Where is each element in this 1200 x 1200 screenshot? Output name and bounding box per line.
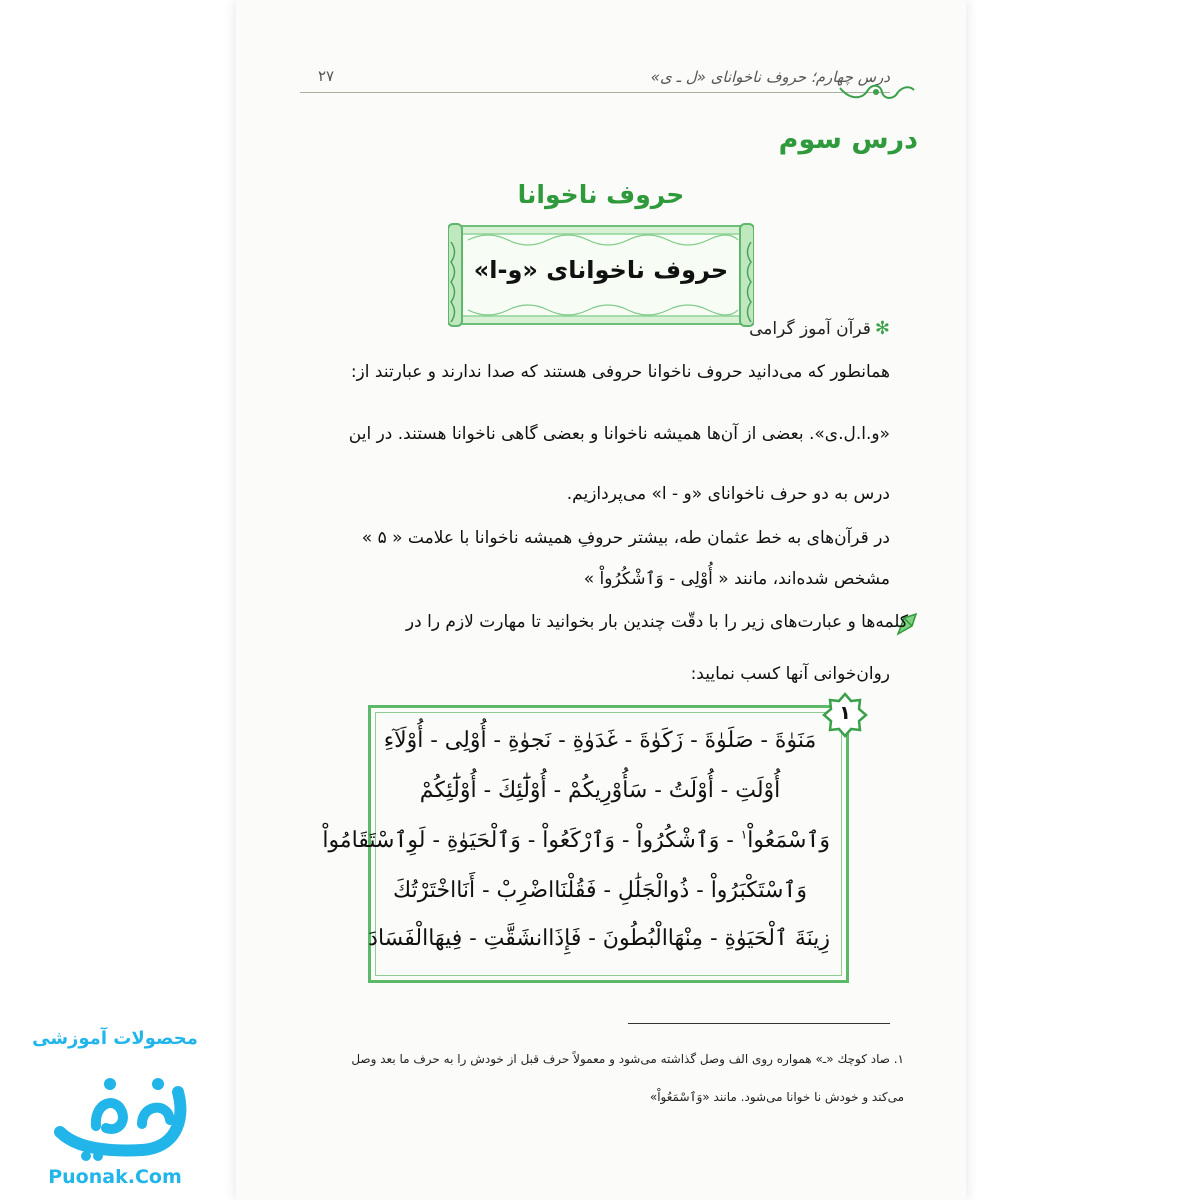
paragraph-line: «و.ا.ل.ی». بعضی از آن‌ها همیشه ناخوانا و بعضی گاهی ناخوانا هستند. در این	[348, 424, 890, 444]
quran-word: وَٱسْمَعُواْ	[747, 828, 830, 854]
quran-line: زِينَةَ ٱلْحَيَوٰةِ - مِنْهَاالْبُطُونَ - فَإِذَاانشَقَّتِ - فِيهَاالْفَسَادَ	[368, 926, 830, 951]
banner-title: حروف ناخوانای «و-ا»	[473, 256, 729, 284]
exercise-number: ۱	[839, 702, 851, 724]
footnote-line: می‌کند و خودش نا خوانا می‌شود. مانند «وَٱسْمَعُواْ»	[649, 1090, 904, 1104]
footnote-marker: ۱	[740, 828, 748, 842]
paragraph-line: همانطور که می‌دانید حروف ناخوانا حروفی هستند که صدا ندارند و عبارتند از:	[350, 362, 890, 382]
quran-line-text: وَٱسْمَعُواْ$^۱$ - وَٱشْكُرُواْ - وَٱرْكَعُواْ - وَٱلْحَيَوٰةِ - لَوِٱسْتَقَامُواْ	[322, 828, 830, 854]
quran-word: لَوِٱسْتَقَامُواْ	[322, 828, 426, 854]
quran-word: وَٱرْكَعُواْ	[542, 828, 615, 854]
footnote-line: ۱. صاد کوچك «ـ» همواره روی الف وصل گذاشته می‌شود و معمولاً حرف قبل از خودش را به حرف ما بعد وصل	[351, 1052, 904, 1066]
section-title: حروف ناخوانا	[517, 180, 685, 209]
exercise-instruction: کلمه‌ها و عبارت‌های زیر را با دقّت چندین بار بخوانید تا مهارت لازم را در	[405, 612, 908, 632]
quran-word: وَٱلْحَيَوٰةِ	[446, 828, 521, 854]
running-header	[300, 62, 890, 93]
footnote-divider	[628, 1023, 890, 1024]
greeting-text: قرآن آموز گرامی	[749, 319, 871, 339]
greeting	[749, 318, 890, 339]
header-ornament-icon	[836, 80, 916, 104]
paragraph-line: مشخص شده‌اند، مانند « أُوْلِی - وَٱشْکُرُواْ »	[583, 569, 890, 589]
brand-tagline: محصولات آموزشی	[32, 1028, 198, 1049]
brand-watermark	[20, 1028, 210, 1198]
lesson-number: درس سوم	[778, 124, 918, 155]
exercise-instruction: روان‌خوانی آنها کسب نمایید:	[690, 664, 890, 684]
paragraph-line: درس به دو حرف ناخوانای «و - ا» می‌پردازیم.	[566, 484, 890, 504]
quran-line: مَنَوٰةَ - صَلَوٰةَ - زَكَوٰةَ - غَدَوٰةِ - نَجوٰةِ - أُوْلِی - أُوْلَآءِ	[383, 728, 817, 753]
brand-logo	[46, 1062, 194, 1162]
page-number: ۲۷	[318, 67, 335, 85]
running-header-title: درس چهارم؛ حروف ناخوانای «ل ـ ی»	[650, 68, 890, 86]
brand-url: Puonak.Com	[48, 1166, 182, 1188]
quran-line: وَٱسْتَكْبَرُواْ - ذُوالْجَلَٰلِ - فَقُلْنَااضْرِبْ - أَنَااخْتَرْتُكَ	[393, 878, 807, 903]
quran-line	[322, 828, 830, 854]
quran-word: وَٱشْكُرُواْ	[636, 828, 720, 854]
book-page	[236, 0, 966, 1200]
quran-line: أُوْلَتِ - أُوْلَتُ - سَأُوْرِيكُمْ - أُوْلَٰٓئِكَ - أُوْلَٰٓئِكُمْ	[419, 778, 781, 803]
paragraph-line: در قرآن‌های به خط عثمان طه، بیشتر حروفِ همیشه ناخوانا با علامت « ۵ »	[361, 528, 890, 548]
star-bullet-icon: ✻	[874, 318, 890, 339]
